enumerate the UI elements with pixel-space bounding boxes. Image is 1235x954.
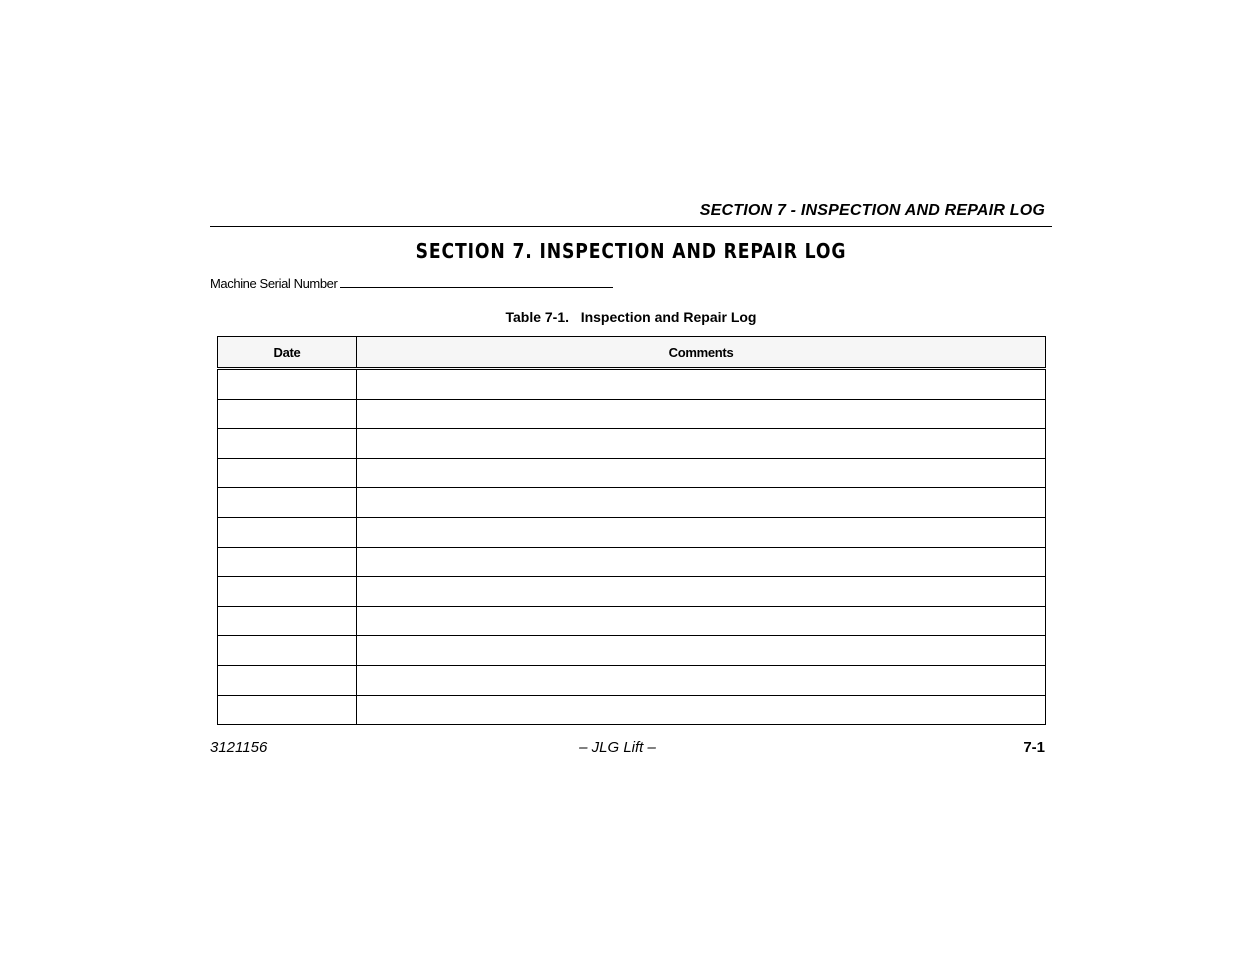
serial-number-label: Machine Serial Number [210, 276, 338, 291]
table-row [218, 665, 1046, 695]
comments-cell[interactable] [357, 429, 1046, 459]
date-cell[interactable] [218, 488, 357, 518]
comments-cell[interactable] [357, 399, 1046, 429]
table-body [218, 369, 1046, 725]
table-row [218, 636, 1046, 666]
comments-cell[interactable] [357, 606, 1046, 636]
inspection-repair-log-table [217, 336, 1046, 725]
date-cell[interactable] [218, 695, 357, 725]
comments-cell[interactable] [357, 636, 1046, 666]
table-caption: Table 7-1. Inspection and Repair Log [505, 309, 757, 325]
table-row [218, 695, 1046, 725]
header-rule [210, 226, 1052, 227]
table-row [218, 369, 1046, 400]
comments-cell[interactable] [357, 577, 1046, 607]
date-cell[interactable] [218, 369, 357, 400]
comments-cell[interactable] [357, 517, 1046, 547]
serial-number-field [210, 276, 613, 291]
comments-cell[interactable] [357, 488, 1046, 518]
table-row [218, 547, 1046, 577]
footer-publisher: – JLG Lift – [579, 739, 656, 756]
date-cell[interactable] [218, 636, 357, 666]
table-row [218, 577, 1046, 607]
date-cell[interactable] [218, 577, 357, 607]
column-header-comments: Comments [357, 337, 1046, 369]
comments-cell[interactable] [357, 665, 1046, 695]
date-cell[interactable] [218, 517, 357, 547]
footer-doc-number: 3121156 [210, 739, 268, 756]
table-row [218, 429, 1046, 459]
table-row [218, 488, 1046, 518]
table-row [218, 606, 1046, 636]
date-cell[interactable] [218, 429, 357, 459]
date-cell[interactable] [218, 399, 357, 429]
table-header-row [218, 337, 1046, 369]
date-cell[interactable] [218, 458, 357, 488]
table-row [218, 458, 1046, 488]
table-row [218, 517, 1046, 547]
comments-cell[interactable] [357, 458, 1046, 488]
comments-cell[interactable] [357, 695, 1046, 725]
running-header: SECTION 7 - INSPECTION AND REPAIR LOG [699, 202, 1045, 219]
table-row [218, 399, 1046, 429]
comments-cell[interactable] [357, 369, 1046, 400]
serial-number-blank [340, 276, 613, 288]
section-title: SECTION 7. INSPECTION AND REPAIR LOG [415, 239, 847, 263]
date-cell[interactable] [218, 606, 357, 636]
date-cell[interactable] [218, 665, 357, 695]
column-header-date: Date [218, 337, 357, 369]
comments-cell[interactable] [357, 547, 1046, 577]
footer-page-number: 7-1 [1023, 739, 1045, 756]
date-cell[interactable] [218, 547, 357, 577]
